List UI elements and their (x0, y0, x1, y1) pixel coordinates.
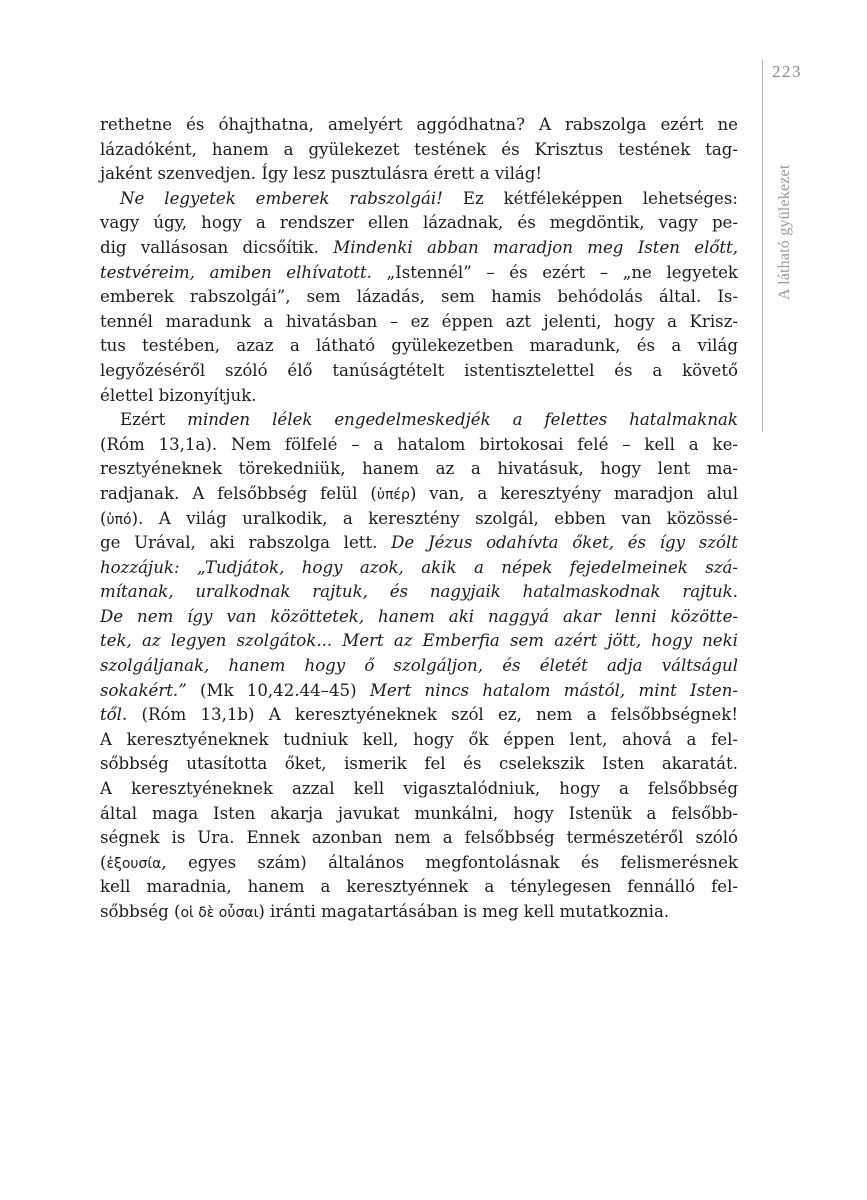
italic-text: tek, az legyen szolgátok... Mert az Emberfia sem azért jött, hogy neki (100, 631, 738, 651)
text-span: által maga Isten akarja javukat munkálni, hogy Istenük a felsőbb- (100, 803, 738, 823)
text-line (100, 162, 738, 187)
text-line (100, 703, 738, 728)
text-line (100, 285, 738, 310)
text-line (100, 507, 738, 532)
text-span: élettel bizonyítjuk. (100, 385, 257, 405)
text-line (100, 777, 738, 802)
text-span: ( (100, 852, 107, 872)
text-line (100, 482, 738, 507)
text-line (100, 900, 738, 925)
text-line (100, 261, 738, 286)
running-head: A látható gyülekezet (776, 164, 793, 300)
text-line (100, 752, 738, 777)
text-line (100, 728, 738, 753)
text-line (100, 802, 738, 827)
text-span: lázadóként, hanem a gyülekezet testének és Krisztus testének tag- (100, 139, 738, 159)
body-text (100, 113, 738, 925)
text-line (100, 629, 738, 654)
text-line (100, 580, 738, 605)
text-span: sőbbség utasította őket, ismerik fel és cselekszik Isten akaratát. (100, 754, 738, 774)
text-line (100, 236, 738, 261)
text-span: A keresztyéneknek azzal kell vigasztalódniuk, hogy a felsőbbség (100, 779, 738, 799)
greek-term: ὑπέρ (376, 486, 410, 503)
text-span: dig vallásosan dicsőítik. (100, 237, 334, 257)
text-span: jaként szenvedjen. Így lesz pusztulásra érett a világ! (100, 164, 543, 184)
italic-text: sokakért.” (100, 680, 187, 700)
italic-text: től. (100, 705, 128, 725)
text-line (100, 408, 738, 433)
text-span: ) iránti magatartásában is meg kell mutatkoznia. (258, 902, 670, 921)
text-span: ( (100, 508, 107, 528)
text-line (100, 556, 738, 581)
text-span: kell maradnia, hanem a keresztyénnek a ténylegesen fennálló fel- (100, 877, 738, 897)
text-line (100, 531, 738, 556)
text-span: (Róm 13,1a). Nem fölfelé – a hatalom birtokosai felé – kell a ke- (100, 434, 738, 454)
text-span: (Mk 10,42.44–45) (186, 680, 370, 700)
text-span: tennél maradunk a hivatásban – ez éppen azt jelenti, hogy a Krisz- (100, 311, 738, 331)
text-line (100, 654, 738, 679)
text-line (100, 359, 738, 384)
text-span: ségnek is Ura. Ennek azonban nem a felsőbbség természetéről szóló (100, 828, 738, 848)
italic-text: Ne legyetek emberek rabszolgái! (120, 188, 443, 208)
text-span: ge Urával, aki rabszolga lett. (100, 533, 392, 553)
text-span: (Róm 13,1b) A keresztyéneknek szól ez, nem a felsőbbségnek! (127, 705, 738, 725)
margin-rule (762, 60, 763, 432)
text-line (100, 875, 738, 900)
text-span: ) van, a keresztyény maradjon alul (409, 483, 738, 503)
text-span: tus testében, azaz a látható gyülekezetben maradunk, és a világ (100, 336, 738, 356)
text-line (100, 187, 738, 212)
text-span: ). A világ uralkodik, a keresztény szolgál, ebben van közössé- (131, 508, 738, 528)
text-span: „Istennél” – és ezért – „ne legyetek (371, 262, 738, 282)
text-span: sőbbség ( (100, 902, 181, 921)
italic-text: testvéreim, amiben elhívatott. (100, 262, 372, 282)
text-line (100, 138, 738, 163)
text-line (100, 679, 738, 704)
italic-text: mítanak, uralkodnak rajtuk, és nagyjaik hatalmaskodnak rajtuk. (100, 582, 738, 602)
text-line (100, 851, 738, 876)
text-span: Ezért (120, 410, 188, 430)
text-line (100, 211, 738, 236)
italic-text: De nem így van közöttetek, hanem aki naggyá akar lenni közötte- (100, 606, 738, 626)
text-span: Ez kétféleképpen lehetséges: (442, 188, 738, 208)
text-line (100, 334, 738, 359)
text-span: , egyes szám) általános megfontolásnak és felismerésnek (161, 852, 738, 872)
text-line (100, 384, 738, 409)
greek-term: ὑπό (106, 511, 132, 528)
text-span: resztyéneknek törekedniük, hanem az a hivatásuk, hogy lent ma- (100, 459, 738, 479)
text-line (100, 826, 738, 851)
text-line (100, 310, 738, 335)
text-span: emberek rabszolgái”, sem lázadás, sem hamis behódolás által. Is- (100, 287, 738, 307)
text-line (100, 113, 738, 138)
page-number: 223 (772, 62, 802, 81)
text-span: vagy úgy, hogy a rendszer ellen lázadnak, és megdöntik, vagy pe- (100, 213, 738, 233)
text-span: radjanak. A felsőbbség felül ( (100, 483, 377, 503)
text-line (100, 605, 738, 630)
greek-term: οἱ δὲ οὖσαι (180, 905, 259, 921)
italic-text: De Jézus odahívta őket, és így szólt (391, 533, 738, 553)
greek-term: ἐξουσία (106, 855, 162, 872)
text-line (100, 433, 738, 458)
italic-text: hozzájuk: „Tudjátok, hogy azok, akik a népek fejedelmeinek szá- (100, 557, 738, 577)
italic-text: Mert nincs hatalom mástól, mint Isten- (369, 680, 738, 700)
text-span: A keresztyéneknek tudniuk kell, hogy ők éppen lent, ahová a fel- (100, 729, 738, 749)
text-span: rethetne és óhajthatna, amelyért aggódhatna? A rabszolga ezért ne (100, 115, 738, 134)
italic-text: Mindenki abban maradjon meg Isten előtt, (333, 237, 738, 257)
italic-text: minden lélek engedelmeskedjék a felettes hatalmaknak (187, 410, 738, 430)
text-span: legyőzéséről szóló élő tanúságtételt istentisztelettel és a követő (100, 360, 738, 380)
text-line (100, 457, 738, 482)
italic-text: szolgáljanak, hanem hogy ő szolgáljon, és életét adja váltságul (100, 656, 738, 676)
